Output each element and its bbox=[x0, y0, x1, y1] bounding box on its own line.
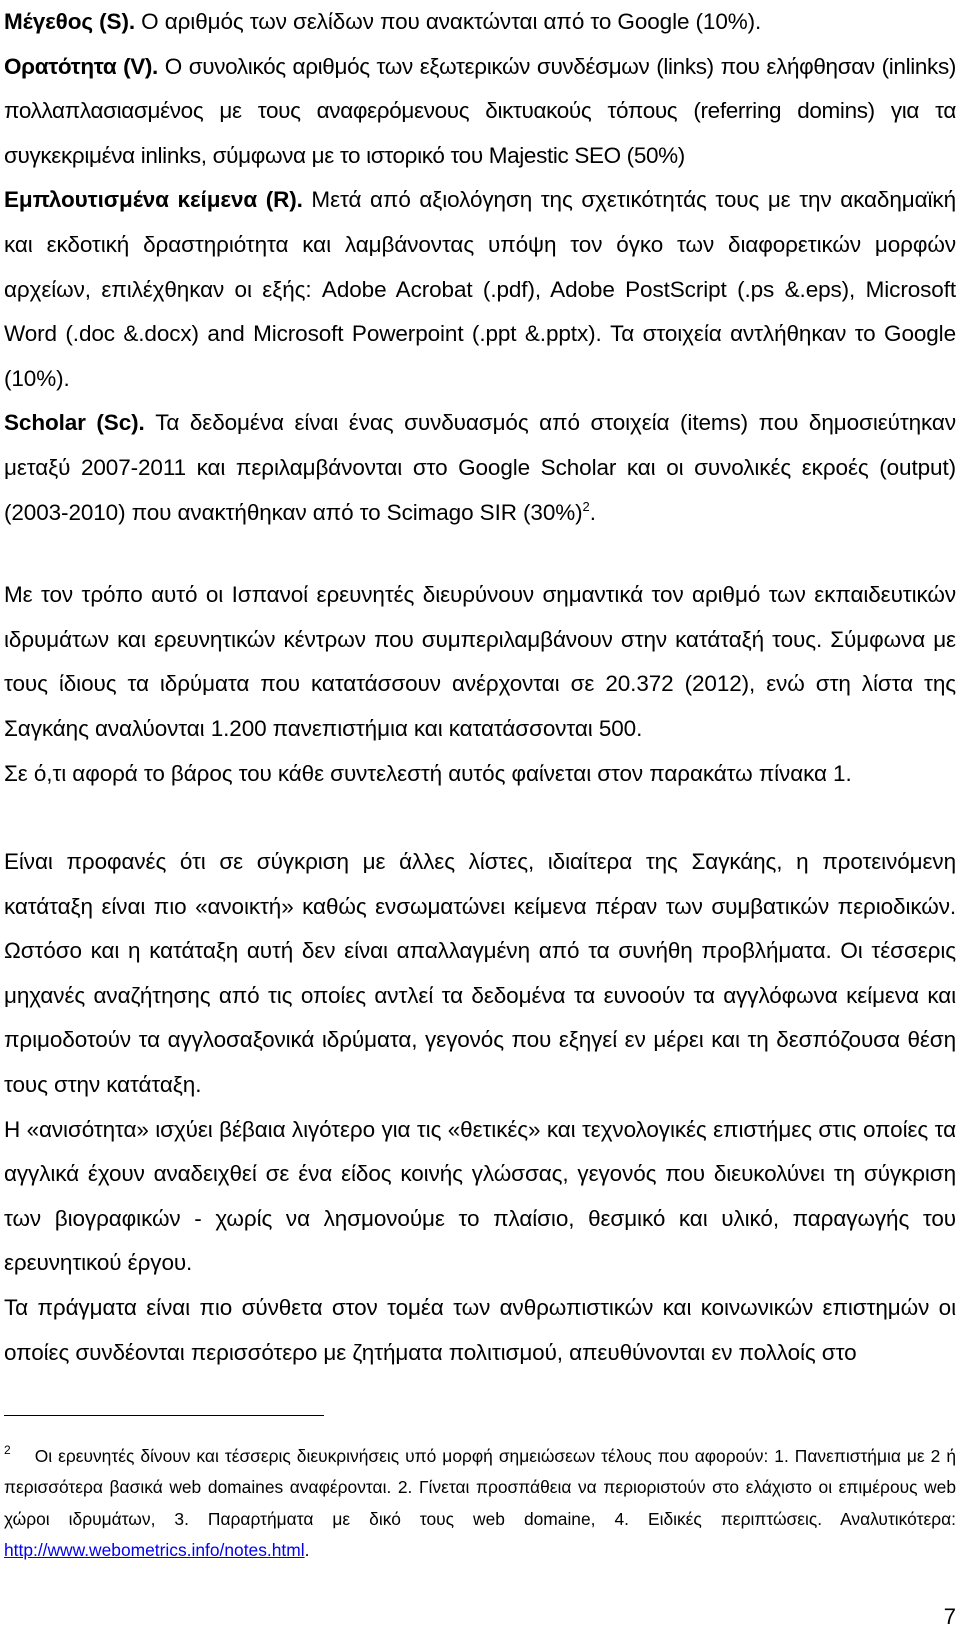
paragraph-inequality: Η «ανισότητα» ισχύει βέβαια λιγότερο για τις «θετικές» και τεχνολογικές επιστήμες στις οποίες τα αγγλικά έχουν αναδειχθεί σε ένα είδος κοινής γλώσσας, γεγονός που διευκολύνει τη σύγκριση των βιογραφικών - χωρίς να λησμονούμε το πλαίσιο, θεσμικό και υλικό, παραγωγής του ερευνητικού έργου. bbox=[4, 1116, 956, 1276]
paragraph-comparison: Είναι προφανές ότι σε σύγκριση με άλλες λίστες, ιδιαίτερα της Σαγκάης, η προτεινόμενη κατάταξη είναι πιο «ανοικτή» καθώς ενσωματώνει κείμενα πέραν των συμβατικών περιοδικών. Ωστόσο και η κατάταξη αυτή δεν είναι απαλλαγμένη από τα συνήθη προβλήματα. Οι τέσσερις μηχανές αναζήτησης από τις οποίες αντλεί τα δεδομένα τα ευνοούν τα αγγλόφωνα κείμενα και πριμοδοτούν τα αγγλοσαξονικά ιδρύματα, γεγονός που εξηγεί εν μέρει και τη δεσπόζουσα θέση τους στην κατάταξη. bbox=[4, 849, 956, 1098]
term-scholar: Scholar (Sc). bbox=[4, 410, 145, 436]
footnote-link[interactable]: http://www.webometrics.info/notes.html bbox=[4, 1539, 305, 1560]
document-page bbox=[4, 0, 956, 1375]
term-scholar-description: Τα δεδομένα είναι ένας συνδυασμός από στοιχεία (items) που δημοσιεύτηκαν μεταξύ 2007-2011 και περιλαμβάνονται στο Google Scholar και οι συνολικές εκροές (output) (2003-2010) που ανακτήθηκαν από το Scimago SIR (30%) bbox=[4, 410, 956, 525]
paragraph-scholar bbox=[4, 401, 956, 535]
term-scholar-end: . bbox=[589, 499, 596, 525]
paragraph-spanish-researchers: Με τον τρόπο αυτό οι Ισπανοί ερευνητές διευρύνουν σημαντικά τον αριθμό των εκπαιδευτικών ιδρυμάτων και ερευνητικών κέντρων που συμπεριλαμβάνουν στην κατάταξή τους. Σύμφωνα με τους ίδιους τα ιδρύματα που κατατάσσουν ανέρχονται σε 20.372 (2012), ενώ στη λίστα της Σαγκάης αναλύονται 1.200 πανεπιστήμια και κατατάσσονται 500. bbox=[4, 582, 956, 741]
paragraph-humanities: Τα πράγματα είναι πιο σύνθετα στον τομέα των ανθρωπιστικών και κοινωνικών επιστημών οι οποίες συνδέονται περισσότερο με ζητήματα πολιτισμού, απευθύνονται εν πολλοίς στο bbox=[4, 1295, 956, 1365]
term-visibility-description: Ο συνολικός αριθμός των εξωτερικών συνδέσμων (links) που ελήφθησαν (inlinks) πολλαπλασιασμένος με τους αναφερόμενους δικτυακούς τόπους (referring domins) για τα συγκεκριμένα inlinks, σύμφωνα με το ιστορικό του Majestic SEO (50%) bbox=[4, 53, 956, 168]
footnote-separator bbox=[4, 1415, 324, 1416]
paragraph-weights: Σε ό,τι αφορά το βάρος του κάθε συντελεστή αυτός φαίνεται στον παρακάτω πίνακα 1. bbox=[4, 760, 852, 786]
paragraph-size bbox=[4, 0, 956, 45]
term-rich-files-description: Μετά από αξιολόγηση της σχετικότητάς τους με την ακαδημαϊκή και εκδοτική δραστηριότητα και λαμβάνοντας υπόψη τον όγκο των διαφορετικών μορφών αρχείων, επιλέχθηκαν οι εξής: Adobe Acrobat (.pdf), Adobe PostScript (.ps &.eps), Microsoft Word (.doc &.docx) and Microsoft Powerpoint (.ppt &.pptx). Τα στοιχεία αντλήθηκαν το Google (10%). bbox=[4, 187, 956, 391]
term-rich-files: Εμπλουτισμένα κείμενα (R). bbox=[4, 187, 303, 213]
term-size: Μέγεθος (S). bbox=[4, 9, 135, 34]
paragraph-visibility bbox=[4, 45, 956, 179]
paragraph-gap bbox=[4, 535, 956, 573]
term-visibility: Ορατότητα (V). bbox=[4, 53, 158, 79]
footnote bbox=[4, 1441, 956, 1566]
paragraph-gap bbox=[4, 796, 956, 840]
paragraph-rich-files bbox=[4, 178, 956, 401]
footnote-text: Οι ερευνητές δίνουν και τέσσερις διευκρινήσεις υπό μορφή σημειώσεων τέλους που αφορούν: 1. Πανεπιστήμια με 2 ή περισσότερα βασικά web domaines αναφέρονται. 2. Γίνεται προσπάθεια να περιοριστούν στο ελάχιστο οι επιμέρους web χώροι ιδρυμάτων, 3. Παραρτήματα με δικό τους web domaine, 4. Ειδικές περιπτώσεις. Αναλυτικότερα: bbox=[4, 1446, 956, 1529]
term-size-description: Ο αριθμός των σελίδων που ανακτώνται από το Google (10%). bbox=[135, 9, 762, 34]
footnote-reference[interactable]: 2 bbox=[582, 498, 590, 514]
footnote-number: 2 bbox=[4, 1443, 11, 1457]
footnote-end: . bbox=[304, 1539, 310, 1560]
page-number: 7 bbox=[943, 1604, 956, 1629]
